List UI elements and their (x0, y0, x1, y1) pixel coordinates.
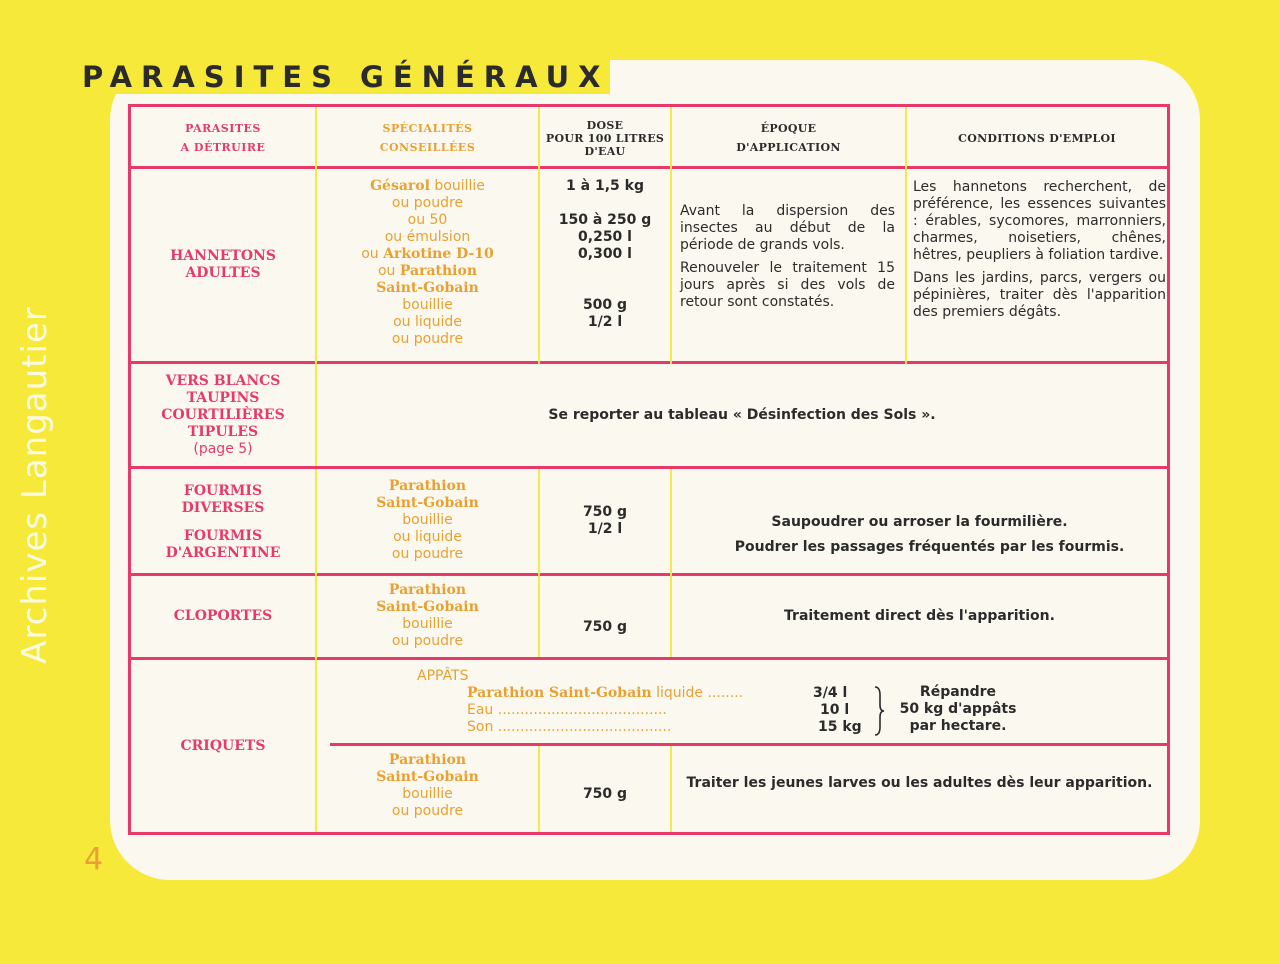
pest-line: ADULTES (185, 265, 261, 281)
bait-note-line: Répandre (919, 683, 997, 700)
bait-dots: ...................................... (493, 702, 667, 718)
bait-dots: ....................................... (493, 719, 672, 735)
bait-name: Eau (467, 702, 494, 718)
pest-line: VERS BLANCS (165, 372, 281, 389)
dose-line: 150 à 250 g (558, 212, 652, 228)
header-epoque-line: D'APPLICATION (736, 141, 841, 154)
header-specialites-line: SPÉCIALITÉS (382, 122, 473, 135)
conditions-cloportes (672, 576, 1167, 657)
conditions-hannetons (913, 179, 1166, 349)
bait-note (888, 682, 1028, 736)
pest-line: CLOPORTES (173, 608, 273, 624)
bait-qty: 15 kg (818, 719, 862, 735)
spec-line (376, 769, 479, 786)
pest-line: DIVERSES (181, 499, 265, 516)
spec-cloportes (317, 582, 538, 654)
watermark-text: Archives Langautier (15, 306, 55, 664)
conditions-text: Traiter les jeunes larves ou les adultes dès leur apparition. (686, 774, 1153, 791)
page-number: 4 (84, 842, 104, 877)
page-title: PARASITES GÉNÉRAUX (82, 60, 610, 94)
spec-line: ou liquide (393, 314, 462, 330)
epoque-hannetons (680, 203, 895, 333)
spec-line (370, 178, 485, 195)
header-dose-line: POUR 100 LITRES (545, 131, 665, 145)
bait-note-line: 50 kg d'appâts (899, 700, 1017, 717)
spec-line: ou poudre (391, 633, 464, 649)
brace-path (875, 687, 884, 735)
spec-line: ou poudre (391, 546, 464, 562)
header-dose-line: D'EAU (584, 144, 626, 158)
pest-fourmis (131, 474, 315, 570)
header-specialites-line: CONSEILLÉES (379, 141, 476, 154)
spec-line: ou émulsion (384, 229, 471, 245)
row-divider (330, 743, 1170, 746)
spec-line (389, 752, 466, 769)
dose-fourmis (540, 469, 670, 573)
spec-line: bouillie (402, 786, 453, 802)
conditions-text: Traitement direct dès l'apparition. (784, 608, 1055, 624)
pest-line: COURTILIÈRES (161, 406, 285, 423)
spec-line: ou poudre (391, 195, 464, 211)
pest-hannetons (131, 169, 315, 361)
conditions-fourmis (672, 510, 1167, 566)
dose-line: 750 g (582, 618, 628, 635)
header-conditions-text: CONDITIONS D'EMPLOI (958, 131, 1116, 145)
product-name: Parathion Saint-Gobain (467, 685, 652, 701)
product-name: Parathion (388, 582, 467, 598)
pest-line: TIPULES (187, 423, 259, 440)
header-parasites-line: PARASITES (185, 122, 261, 135)
header-parasites (131, 110, 315, 166)
pest-line: FOURMIS (183, 527, 263, 544)
dose-line: 0,250 l (578, 229, 632, 245)
watermark (10, 300, 60, 670)
bait-item (467, 719, 671, 736)
spec-form: bouillie (429, 178, 485, 194)
product-name: Arkotine D-10 (383, 246, 494, 262)
conditions-text: Les hannetons recherchent, de préférence, les essences suivantes : érables, sycomores, marronniers, charmes, noisetiers, chênes, hêtres, peupliers à foliation tardive. (913, 179, 1166, 263)
product-name: Saint-Gobain (376, 769, 479, 785)
spec-line (389, 582, 466, 599)
pest-line: HANNETONS (170, 248, 276, 264)
pest-line: TAUPINS (186, 389, 260, 406)
spec-line (376, 599, 479, 616)
header-parasites-line: A DÉTRUIRE (180, 141, 266, 154)
bait-form: liquide (651, 685, 704, 701)
product-name: Gésarol (370, 178, 430, 194)
bait-item (467, 685, 743, 702)
bait-qty: 3/4 l (813, 685, 848, 701)
product-name: Parathion (388, 478, 467, 494)
spec-line (389, 478, 466, 495)
epoque-text: Avant la dispersion des insectes au début de la période de grands vols. (680, 203, 895, 253)
bait-note-line: par hectare. (909, 717, 1007, 734)
note-vers-blancs (317, 364, 1167, 466)
conditions-text: Poudrer les passages fréquentés par les fourmis. (734, 539, 1125, 555)
spec-line: bouillie (402, 616, 453, 632)
pest-line: FOURMIS (183, 482, 263, 499)
spec-line: ou liquide (393, 529, 462, 545)
product-name: Saint-Gobain (376, 280, 479, 296)
spec-line (361, 246, 494, 263)
dose-line: 1/2 l (587, 314, 623, 330)
spec-line: ou poudre (391, 331, 464, 347)
note-text: Se reporter au tableau « Désinfection des Sols ». (548, 406, 936, 423)
page-reference: (page 5) (193, 440, 253, 457)
dose-hannetons (540, 178, 670, 354)
product-name: Parathion (399, 263, 478, 279)
dose-cloportes (540, 610, 670, 644)
dose-line: 750 g (582, 504, 628, 520)
dose-criquets (540, 777, 670, 811)
spec-fourmis (317, 478, 538, 568)
dose-line: 1/2 l (587, 521, 623, 537)
spec-line: bouillie (402, 297, 453, 313)
dose-line: 1 à 1,5 kg (566, 178, 644, 194)
header-dose (540, 110, 670, 166)
brace-icon (872, 685, 886, 737)
header-epoque-line: ÉPOQUE (760, 122, 817, 135)
header-epoque (672, 110, 905, 166)
spec-line: ou poudre (391, 803, 464, 819)
pest-vers-blancs (131, 364, 315, 466)
conditions-criquets (672, 766, 1167, 800)
header-specialites (317, 110, 538, 166)
dose-line: 750 g (582, 785, 628, 802)
pest-criquets (131, 660, 315, 832)
epoque-text: Renouveler le traitement 15 jours après si des vols de retour sont constatés. (680, 260, 895, 310)
bait-name: Son (467, 719, 494, 735)
pest-line: CRIQUETS (180, 737, 266, 754)
bait-item (467, 702, 667, 719)
bait-dots: ........ (703, 685, 744, 701)
spec-line (376, 280, 479, 297)
spec-form: ou (361, 246, 384, 262)
spec-hannetons (317, 178, 538, 354)
dose-line: 0,300 l (578, 246, 632, 262)
product-name: Parathion (388, 752, 467, 768)
conditions-text: Dans les jardins, parcs, vergers ou pépinières, traiter dès l'apparition des premiers dégâts. (913, 270, 1166, 320)
spec-line (376, 495, 479, 512)
dose-line: 500 g (582, 297, 628, 313)
bait-title: APPÂTS (417, 668, 469, 684)
header-dose-line: DOSE (586, 118, 624, 132)
product-name: Saint-Gobain (376, 495, 479, 511)
spec-line: bouillie (402, 512, 453, 528)
spec-criquets (317, 752, 538, 824)
product-name: Saint-Gobain (376, 599, 479, 615)
spec-line: ou 50 (407, 212, 448, 228)
header-conditions (907, 110, 1167, 166)
bait-qty: 10 l (820, 702, 850, 718)
pest-cloportes (131, 576, 315, 657)
spec-form: ou (377, 263, 400, 279)
spec-line (378, 263, 477, 280)
conditions-text: Saupoudrer ou arroser la fourmilière. (771, 514, 1068, 530)
pest-line: D'ARGENTINE (165, 544, 281, 561)
